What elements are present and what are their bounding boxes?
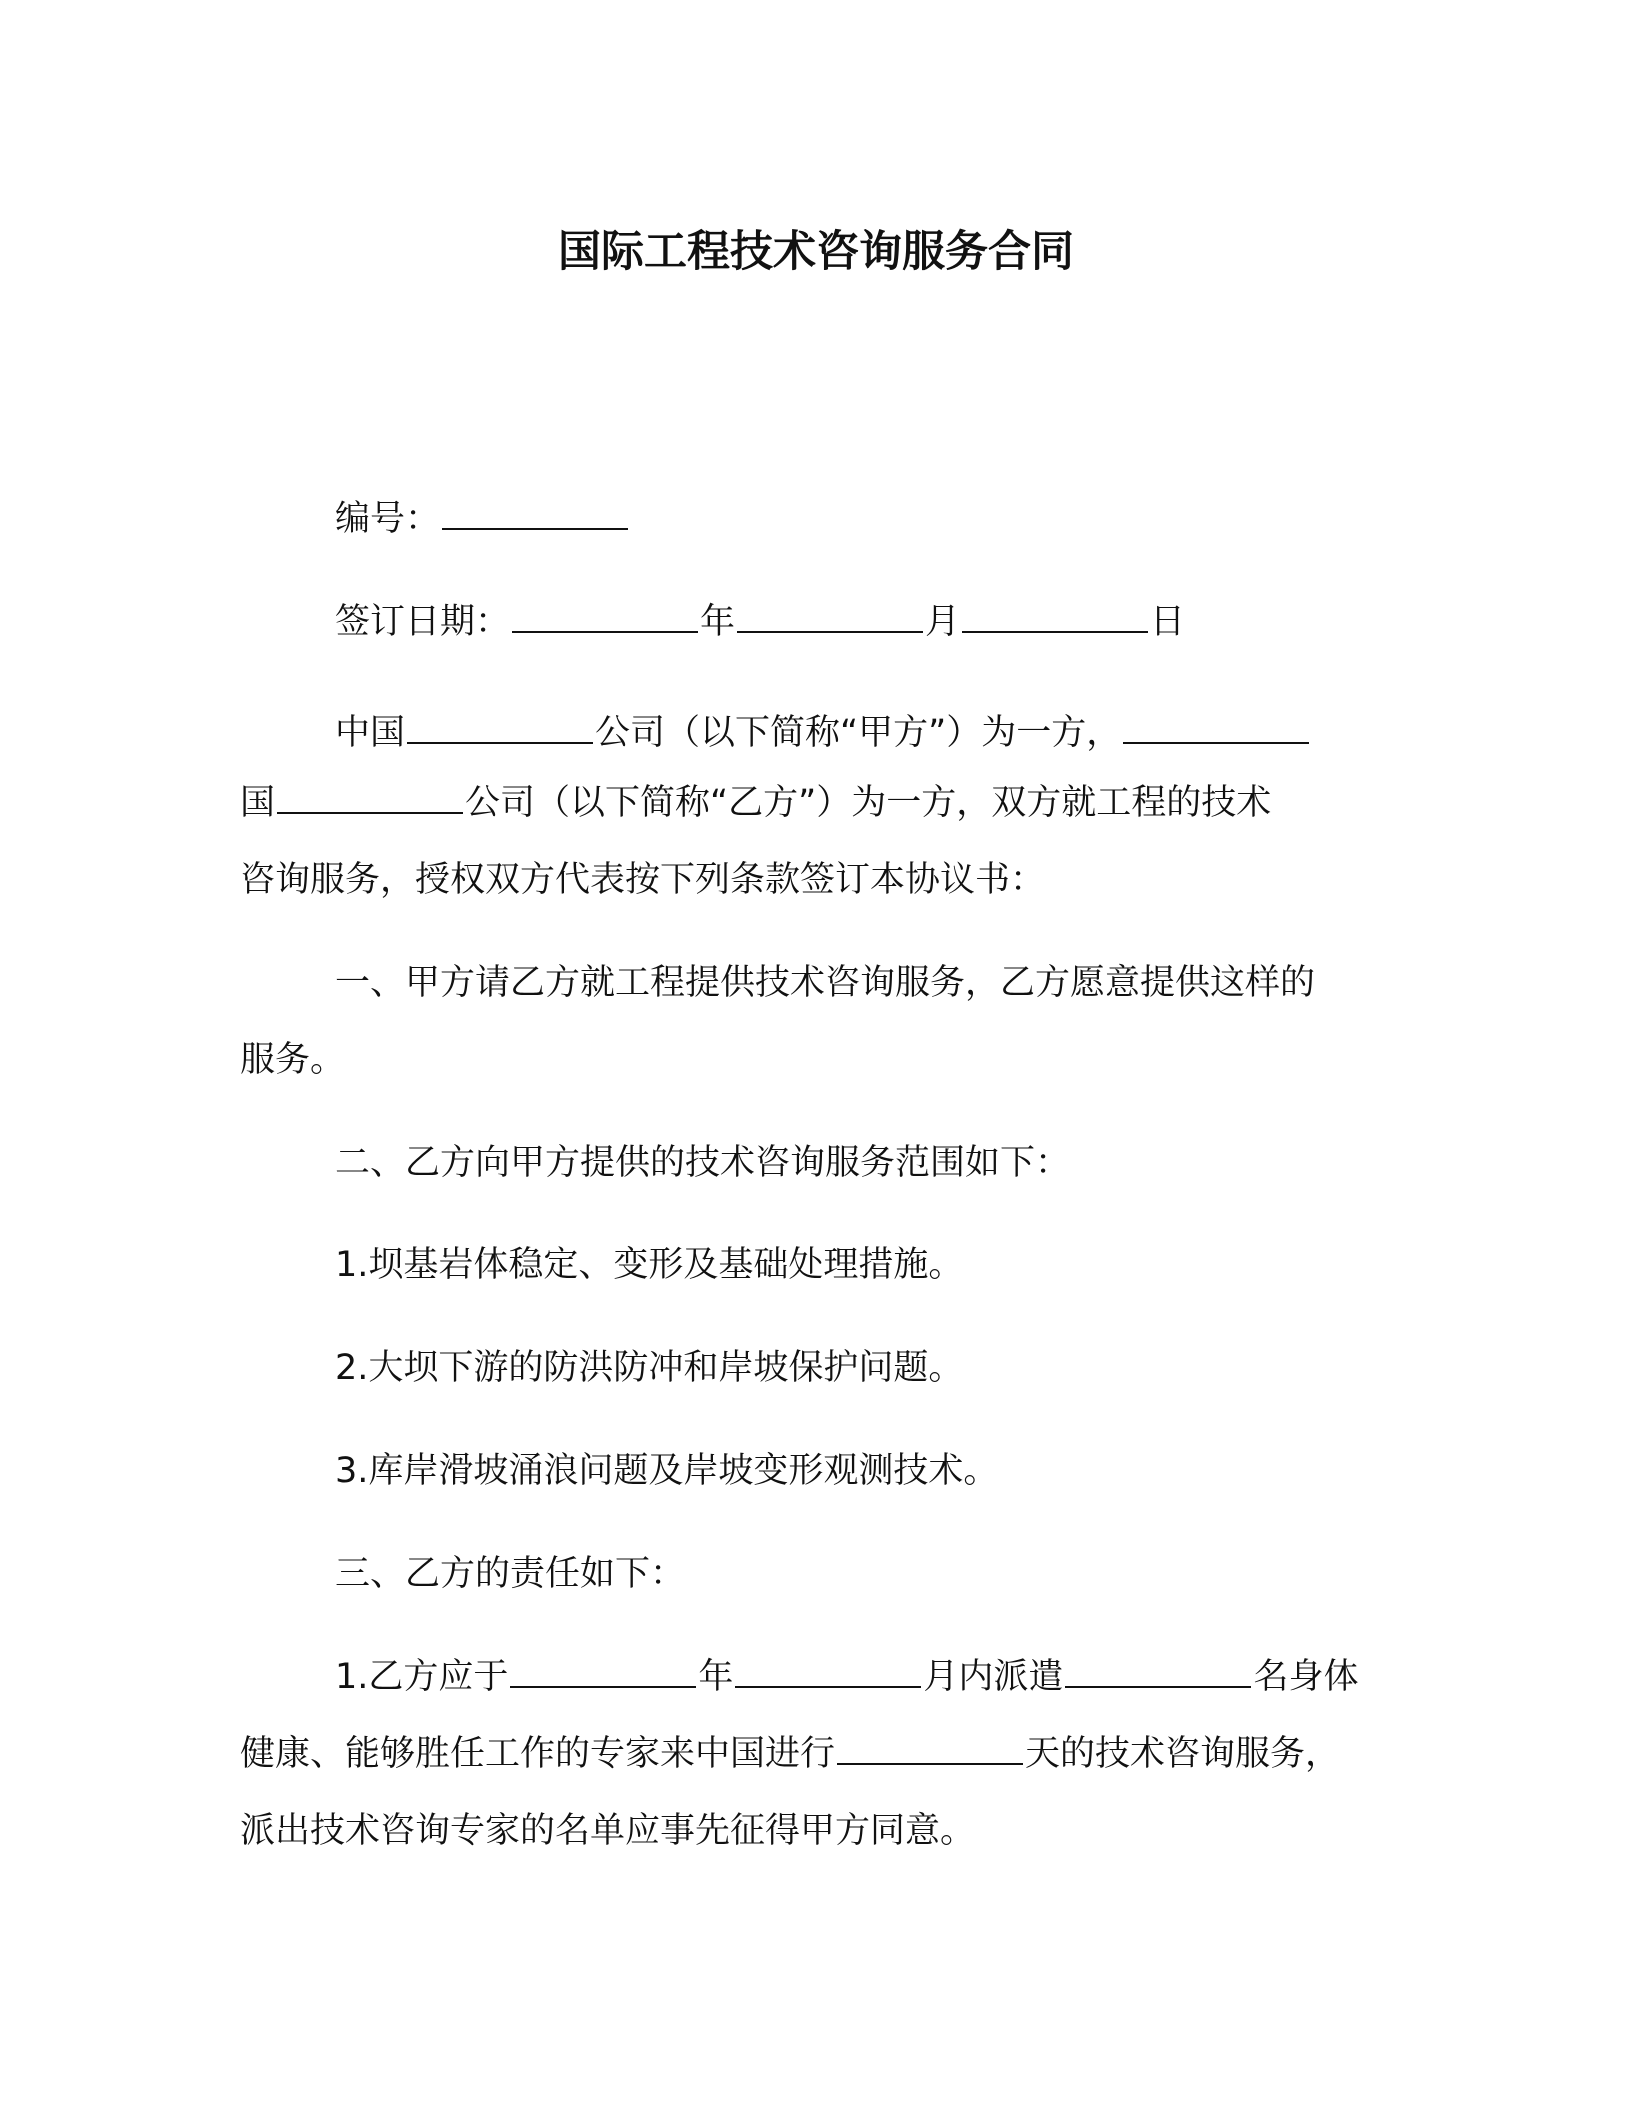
number-blank[interactable] [442,498,628,530]
clause-2-item-1: 1.坝基岩体稳定、变形及基础处理措施。 [335,1245,964,1285]
c3-item1-month: 月内派遣 [923,1657,1064,1697]
month-blank[interactable] [737,601,923,633]
c3-item1-l2-suffix: 天的技术咨询服务， [1025,1734,1341,1774]
clause-3-item-1-line-1 [335,1652,1358,1702]
c3-item1-suffix: 名身体 [1253,1657,1359,1697]
clause-2-heading: 二、乙方向甲方提供的技术咨询服务范围如下： [335,1143,1071,1183]
clause-3-heading: 三、乙方的责任如下： [335,1554,686,1594]
document-title: 国际工程技术咨询服务合同 [558,227,1074,277]
month-text: 月 [925,602,961,642]
day-text: 日 [1150,602,1186,642]
clause-2-item-2: 2.大坝下游的防洪防冲和岸坡保护问题。 [335,1348,964,1388]
clause-2-item-3: 3.库岸滑坡涌浪问题及岸坡变形观测技术。 [335,1451,999,1491]
c3-item1-l2-prefix: 健康、能够胜任工作的专家来中国进行 [240,1734,836,1774]
c3-item1-prefix: 1.乙方应于 [335,1657,509,1697]
year-blank[interactable] [512,601,698,633]
intro-party-b-prefix: 国 [240,783,276,823]
clause-1-line-2: 服务。 [240,1040,346,1080]
service-days-blank[interactable] [837,1733,1023,1765]
year-text: 年 [700,602,736,642]
sign-date-line [335,597,1185,647]
party-b-blank[interactable] [277,782,463,814]
clause-3-item-1-line-2 [240,1729,1340,1779]
intro-party-a-text: 公司（以下简称“甲方”）为一方， [595,713,1122,753]
party-a-blank[interactable] [407,712,593,744]
c3-item1-year: 年 [698,1657,734,1697]
number-label: 编号： [335,499,441,539]
contract-number-line [335,494,630,544]
date-label: 签订日期： [335,602,511,642]
day-blank[interactable] [962,601,1148,633]
expert-count-blank[interactable] [1065,1656,1251,1688]
party-b-country-blank[interactable] [1123,712,1309,744]
intro-line-3: 咨询服务，授权双方代表按下列条款签订本协议书： [240,860,1046,900]
dispatch-year-blank[interactable] [510,1656,696,1688]
dispatch-month-blank[interactable] [735,1656,921,1688]
intro-line-1 [335,708,1311,758]
intro-line-2 [240,778,1271,828]
clause-3-item-1-line-3: 派出技术咨询专家的名单应事先征得甲方同意。 [240,1811,976,1851]
intro-party-a-prefix: 中国 [335,713,406,753]
intro-party-b-text: 公司（以下简称“乙方”）为一方，双方就工程的技术 [465,783,1272,823]
clause-1-line-1: 一、甲方请乙方就工程提供技术咨询服务，乙方愿意提供这样的 [335,963,1316,1003]
